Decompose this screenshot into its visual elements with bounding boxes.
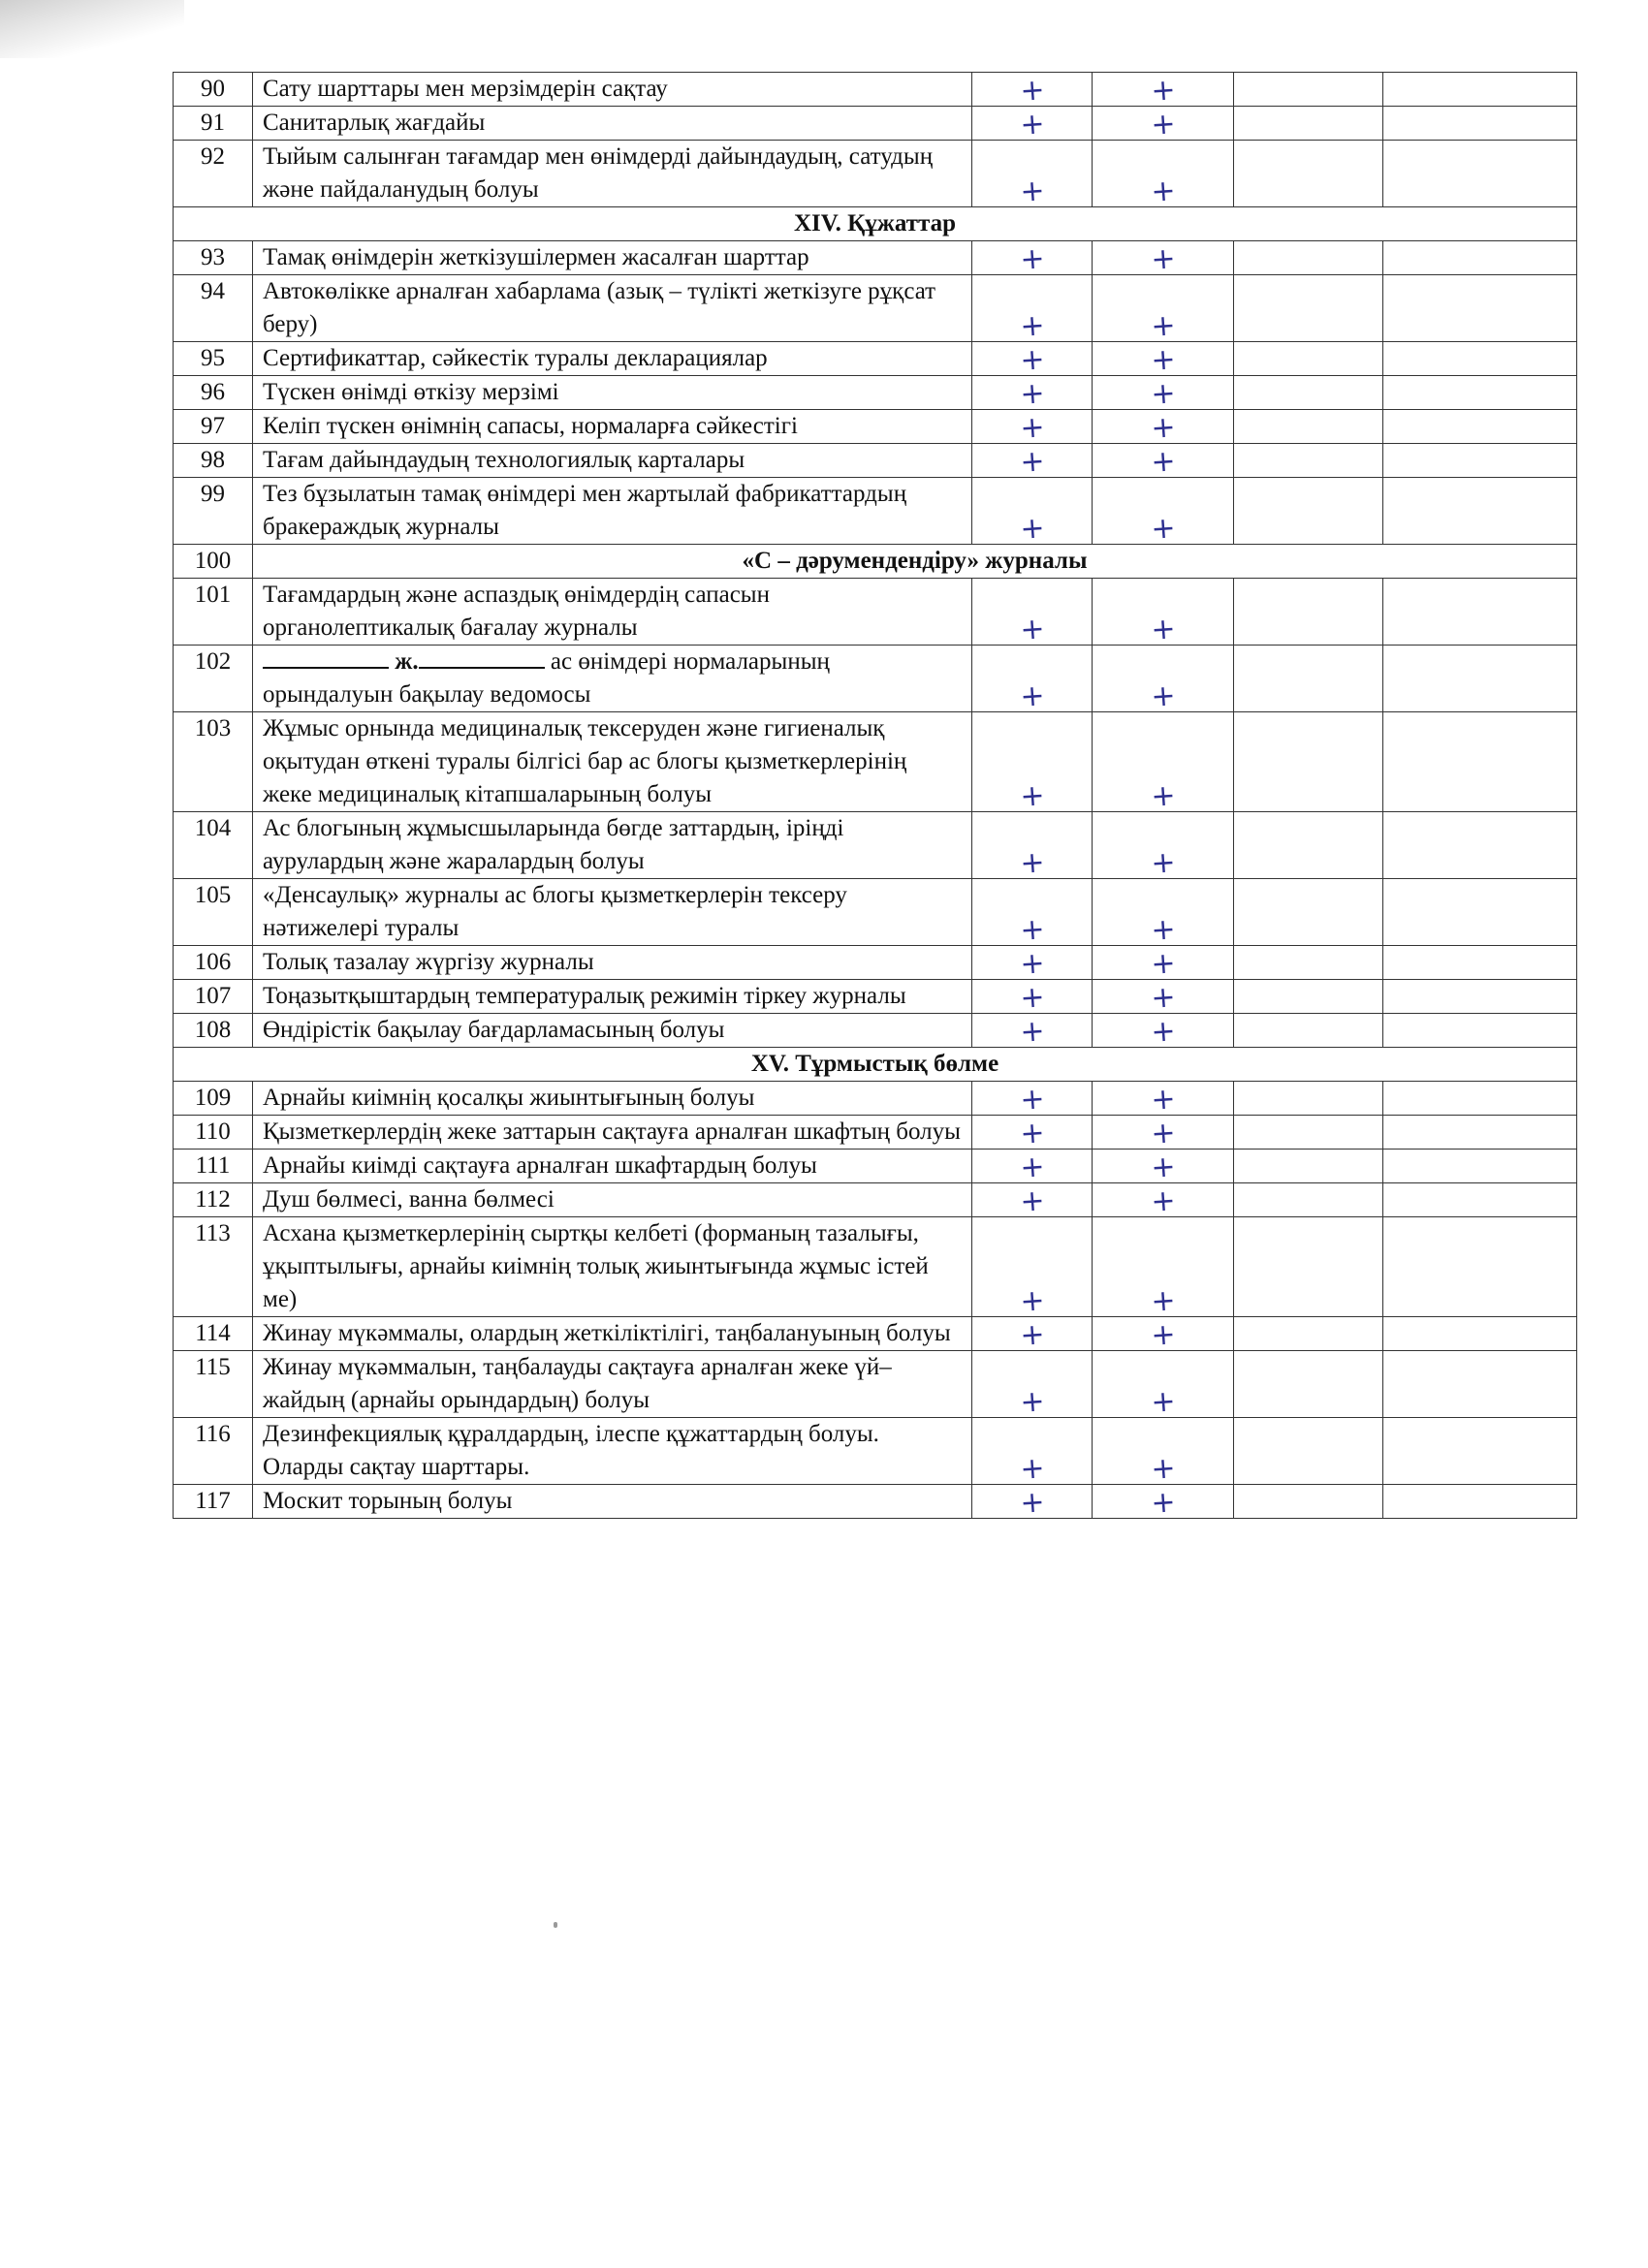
check-cell [972,1082,1093,1116]
requirement-text: Ас блогының жұмысшыларында бөгде заттардың, іріңді аурулардың және жаралардың болуы [253,812,972,879]
requirement-text: Душ бөлмесі, ванна бөлмесі [253,1183,972,1217]
handwritten-plus-mark: + [1149,612,1177,647]
handwritten-plus-mark: + [1149,376,1177,412]
checklist-row [174,342,1577,376]
row-number: 109 [174,1082,253,1116]
empty-cell [1383,646,1577,712]
handwritten-plus-mark: + [1149,845,1177,881]
handwritten-plus-mark: + [1018,107,1046,142]
checklist-row [174,812,1577,879]
check-cell [1093,241,1234,275]
handwritten-plus-mark: + [1018,173,1046,209]
check-cell [1093,444,1234,478]
check-cell [972,410,1093,444]
check-cell [1093,478,1234,545]
checklist-row [174,1082,1577,1116]
checklist-row [174,1351,1577,1418]
handwritten-plus-mark: + [1149,173,1177,209]
row-number: 108 [174,1014,253,1048]
section-row [174,207,1577,241]
empty-cell [1234,1150,1383,1183]
handwritten-plus-mark: + [1018,1150,1046,1185]
empty-cell [1234,478,1383,545]
empty-cell [1383,376,1577,410]
requirement-text: Санитарлық жағдайы [253,107,972,141]
checklist-row [174,1116,1577,1150]
row-number: 112 [174,1183,253,1217]
empty-cell [1234,1317,1383,1351]
check-cell [1093,1183,1234,1217]
requirement-text: Сату шарттары мен мерзімдерін сақтау [253,73,972,107]
empty-cell [1234,1485,1383,1519]
row-number: 92 [174,141,253,207]
checklist-row [174,478,1577,545]
check-cell [972,980,1093,1014]
scan-speck [554,1922,557,1928]
check-cell [1093,410,1234,444]
handwritten-plus-mark: + [1018,612,1046,647]
handwritten-plus-mark: + [1149,1451,1177,1487]
requirement-text: Москит торының болуы [253,1485,972,1519]
checklist-row [174,141,1577,207]
check-cell [1093,812,1234,879]
empty-cell [1234,1418,1383,1485]
empty-cell [1234,712,1383,812]
empty-cell [1383,1082,1577,1116]
check-cell [972,1116,1093,1150]
empty-cell [1234,1183,1383,1217]
handwritten-plus-mark: + [1018,845,1046,881]
handwritten-plus-mark: + [1018,1082,1046,1118]
checklist-row [174,444,1577,478]
checklist-row [174,275,1577,342]
empty-cell [1383,478,1577,545]
empty-cell [1234,1082,1383,1116]
handwritten-plus-mark: + [1149,1116,1177,1151]
check-cell [972,444,1093,478]
empty-cell [1383,579,1577,646]
check-cell [972,1150,1093,1183]
empty-cell [1234,879,1383,946]
handwritten-plus-mark: + [1149,107,1177,142]
handwritten-plus-mark: + [1149,1183,1177,1219]
empty-cell [1383,1183,1577,1217]
empty-cell [1234,1014,1383,1048]
check-cell [972,1317,1093,1351]
row-number: 116 [174,1418,253,1485]
handwritten-plus-mark: + [1018,1116,1046,1151]
checklist-row [174,107,1577,141]
check-cell [1093,879,1234,946]
requirement-text: Тамақ өнімдерін жеткізушілермен жасалған шарттар [253,241,972,275]
check-cell [972,1351,1093,1418]
row-number: 93 [174,241,253,275]
handwritten-plus-mark: + [1149,1485,1177,1521]
empty-cell [1383,107,1577,141]
checklist-row [174,946,1577,980]
empty-cell [1234,410,1383,444]
requirement-text: Қызметкерлердің жеке заттарын сақтауға арналған шкафтың болуы [253,1116,972,1150]
requirement-text: Арнайы киімді сақтауға арналған шкафтардың болуы [253,1150,972,1183]
handwritten-plus-mark: + [1149,1082,1177,1118]
blank-field-line [263,646,389,669]
requirement-text: Толық тазалау жүргізу журналы [253,946,972,980]
checklist-row [174,410,1577,444]
requirement-text: Өндірістік бақылау бағдарламасының болуы [253,1014,972,1048]
empty-cell [1383,444,1577,478]
requirement-text: Сертификаттар, сәйкестік туралы декларациялар [253,342,972,376]
requirement-text: Тағам дайындаудың технологиялық карталары [253,444,972,478]
handwritten-plus-mark: + [1018,342,1046,378]
row-number: 90 [174,73,253,107]
row-number: 102 [174,646,253,712]
check-cell [1093,1082,1234,1116]
check-cell [972,275,1093,342]
handwritten-plus-mark: + [1018,444,1046,480]
blank-field-middle: ж. [395,648,419,675]
empty-cell [1383,410,1577,444]
check-cell [1093,1485,1234,1519]
empty-cell [1383,73,1577,107]
row-number: 105 [174,879,253,946]
empty-cell [1383,1317,1577,1351]
row-number: 100 [174,545,253,579]
handwritten-plus-mark: + [1018,410,1046,446]
check-cell [1093,1217,1234,1317]
handwritten-plus-mark: + [1018,1384,1046,1420]
requirement-text: Арнайы киімнің қосалқы жиынтығының болуы [253,1082,972,1116]
check-cell [1093,946,1234,980]
empty-cell [1234,946,1383,980]
row-number: 96 [174,376,253,410]
check-cell [972,646,1093,712]
check-cell [1093,712,1234,812]
empty-cell [1383,141,1577,207]
empty-cell [1383,1485,1577,1519]
check-cell [972,1014,1093,1048]
empty-cell [1234,141,1383,207]
handwritten-plus-mark: + [1018,1485,1046,1521]
check-cell [1093,73,1234,107]
handwritten-plus-mark: + [1018,1014,1046,1050]
check-cell [972,73,1093,107]
section-row [174,545,1577,579]
empty-cell [1383,879,1577,946]
empty-cell [1234,646,1383,712]
check-cell [972,1183,1093,1217]
empty-cell [1234,1116,1383,1150]
check-cell [1093,1351,1234,1418]
checklist-row [174,1217,1577,1317]
checklist-row [174,241,1577,275]
checklist-row [174,73,1577,107]
check-cell [1093,275,1234,342]
requirement-text: Түскен өнімді өткізу мерзімі [253,376,972,410]
check-cell [1093,141,1234,207]
checklist-row [174,579,1577,646]
check-cell [972,812,1093,879]
empty-cell [1383,1217,1577,1317]
empty-cell [1234,1217,1383,1317]
check-cell [1093,646,1234,712]
section-row [174,1048,1577,1082]
blank-field-suffix: ас өнімдері нормаларының орындалуын бақылау ведомосы [263,648,830,708]
handwritten-plus-mark: + [1149,342,1177,378]
handwritten-plus-mark: + [1149,946,1177,982]
checklist-row [174,1485,1577,1519]
empty-cell [1383,712,1577,812]
checklist-row [174,1418,1577,1485]
empty-cell [1234,579,1383,646]
handwritten-plus-mark: + [1149,1384,1177,1420]
check-cell [972,376,1093,410]
scan-shadow [0,0,184,58]
requirement-text: Тыйым салынған тағамдар мен өнімдерді дайындаудың, сатудың және пайдаланудың болуы [253,141,972,207]
handwritten-plus-mark: + [1018,1183,1046,1219]
handwritten-plus-mark: + [1018,1283,1046,1319]
handwritten-plus-mark: + [1149,1014,1177,1050]
handwritten-plus-mark: + [1149,511,1177,547]
handwritten-plus-mark: + [1018,678,1046,714]
empty-cell [1383,1418,1577,1485]
check-cell [1093,980,1234,1014]
handwritten-plus-mark: + [1018,980,1046,1016]
section-heading: XV. Тұрмыстық бөлме [174,1048,1577,1082]
requirement-text: Тағамдардың және аспаздық өнімдердің сапасын органолептикалық бағалау журналы [253,579,972,646]
empty-cell [1234,107,1383,141]
requirement-text: Келіп түскен өнімнің сапасы, нормаларға сәйкестігі [253,410,972,444]
check-cell [1093,1150,1234,1183]
handwritten-plus-mark: + [1149,444,1177,480]
check-cell [972,342,1093,376]
handwritten-plus-mark: + [1018,1317,1046,1353]
checklist-body [174,73,1577,1519]
checklist-row [174,1014,1577,1048]
handwritten-plus-mark: + [1018,778,1046,814]
empty-cell [1234,812,1383,879]
section-heading: XIV. Құжаттар [174,207,1577,241]
row-number: 111 [174,1150,253,1183]
check-cell [1093,1116,1234,1150]
empty-cell [1234,241,1383,275]
row-number: 114 [174,1317,253,1351]
check-cell [972,141,1093,207]
handwritten-plus-mark: + [1149,308,1177,344]
row-number: 99 [174,478,253,545]
row-number: 95 [174,342,253,376]
blank-field-line [419,646,545,669]
handwritten-plus-mark: + [1149,410,1177,446]
checklist-row [174,376,1577,410]
requirement-text [253,646,972,712]
check-cell [1093,1418,1234,1485]
handwritten-plus-mark: + [1018,308,1046,344]
section-heading: «С – дәрумендендіру» журналы [253,545,1577,579]
empty-cell [1383,812,1577,879]
handwritten-plus-mark: + [1149,241,1177,277]
requirement-text: Автокөлікке арналған хабарлама (азық – түлікті жеткізуге рұқсат беру) [253,275,972,342]
empty-cell [1234,1351,1383,1418]
handwritten-plus-mark: + [1018,73,1046,109]
handwritten-plus-mark: + [1018,511,1046,547]
row-number: 106 [174,946,253,980]
row-number: 104 [174,812,253,879]
empty-cell [1383,1116,1577,1150]
handwritten-plus-mark: + [1149,1150,1177,1185]
handwritten-plus-mark: + [1149,912,1177,948]
checklist-row [174,712,1577,812]
checklist-row [174,1183,1577,1217]
handwritten-plus-mark: + [1149,678,1177,714]
handwritten-plus-mark: + [1149,73,1177,109]
row-number: 110 [174,1116,253,1150]
check-cell [972,107,1093,141]
check-cell [972,1217,1093,1317]
empty-cell [1383,980,1577,1014]
check-cell [1093,376,1234,410]
row-number: 98 [174,444,253,478]
requirement-text: «Денсаулық» журналы ас блогы қызметкерлерін тексеру нәтижелері туралы [253,879,972,946]
row-number: 117 [174,1485,253,1519]
row-number: 107 [174,980,253,1014]
empty-cell [1383,275,1577,342]
row-number: 103 [174,712,253,812]
check-cell [972,946,1093,980]
inspection-checklist-table [173,72,1577,1519]
empty-cell [1234,342,1383,376]
row-number: 91 [174,107,253,141]
empty-cell [1234,275,1383,342]
checklist-row [174,980,1577,1014]
requirement-text: Жинау мүкәммалын, таңбалауды сақтауға арналған жеке үй–жайдың (арнайы орындардың) болуы [253,1351,972,1418]
empty-cell [1234,444,1383,478]
check-cell [972,1418,1093,1485]
requirement-text: Жұмыс орнында медициналық тексеруден және гигиеналық оқытудан өткені туралы білгісі бар ас блогы қызметкерлерінің жеке медициналық кітапшаларының болуы [253,712,972,812]
empty-cell [1234,980,1383,1014]
handwritten-plus-mark: + [1149,1283,1177,1319]
requirement-text: Тез бұзылатын тамақ өнімдері мен жартылай фабрикаттардың бракераждық журналы [253,478,972,545]
checklist-row [174,646,1577,712]
requirement-text: Асхана қызметкерлерінің сыртқы келбеті (форманың тазалығы, ұқыптылығы, арнайы киімнің толық жиынтығында жұмыс істей ме) [253,1217,972,1317]
check-cell [972,478,1093,545]
handwritten-plus-mark: + [1018,241,1046,277]
row-number: 115 [174,1351,253,1418]
handwritten-plus-mark: + [1149,980,1177,1016]
handwritten-plus-mark: + [1149,778,1177,814]
empty-cell [1383,946,1577,980]
row-number: 101 [174,579,253,646]
checklist-row [174,1317,1577,1351]
handwritten-plus-mark: + [1149,1317,1177,1353]
check-cell [1093,342,1234,376]
check-cell [972,879,1093,946]
check-cell [972,579,1093,646]
handwritten-plus-mark: + [1018,1451,1046,1487]
handwritten-plus-mark: + [1018,946,1046,982]
empty-cell [1383,342,1577,376]
requirement-text: Дезинфекциялық құралдардың, ілеспе құжаттардың болуы. Оларды сақтау шарттары. [253,1418,972,1485]
check-cell [1093,579,1234,646]
row-number: 94 [174,275,253,342]
checklist-row [174,1150,1577,1183]
check-cell [1093,107,1234,141]
empty-cell [1383,1351,1577,1418]
empty-cell [1234,73,1383,107]
row-number: 97 [174,410,253,444]
requirement-text: Жинау мүкәммалы, олардың жеткіліктілігі, таңбалануының болуы [253,1317,972,1351]
empty-cell [1234,376,1383,410]
row-number: 113 [174,1217,253,1317]
check-cell [972,241,1093,275]
handwritten-plus-mark: + [1018,376,1046,412]
check-cell [1093,1014,1234,1048]
empty-cell [1383,241,1577,275]
handwritten-plus-mark: + [1018,912,1046,948]
checklist-row [174,879,1577,946]
empty-cell [1383,1014,1577,1048]
requirement-text: Тоңазытқыштардың температуралық режимін тіркеу журналы [253,980,972,1014]
check-cell [972,712,1093,812]
check-cell [1093,1317,1234,1351]
check-cell [972,1485,1093,1519]
empty-cell [1383,1150,1577,1183]
